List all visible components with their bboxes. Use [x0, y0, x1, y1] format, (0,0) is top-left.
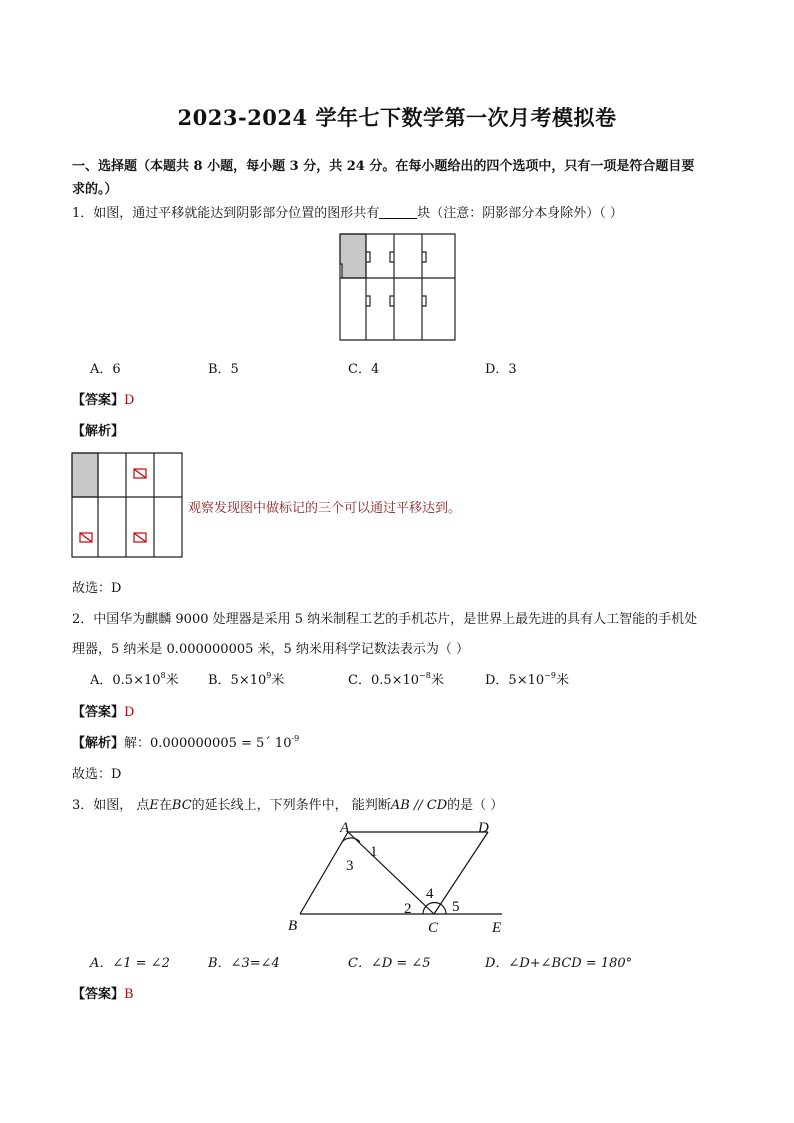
- q2-analysis-tag: 【解析】: [72, 736, 125, 751]
- q3-label-a: A: [340, 820, 350, 836]
- q2-option-d-base: D．5×10: [485, 673, 545, 688]
- q3-label-3: 3: [346, 858, 354, 874]
- q3-stem-part-c: 的延长线上，下列条件中， 能判断: [191, 798, 391, 813]
- q2-analysis-exp: -9: [291, 734, 300, 743]
- q3-option-c[interactable]: C．∠D = ∠5: [348, 956, 431, 971]
- q1-stem: [72, 202, 623, 221]
- q2-analysis: [72, 732, 299, 751]
- q3-label-c: C: [428, 920, 439, 936]
- q3-label-4: 4: [426, 886, 434, 902]
- q3-segment-bc: BC: [171, 798, 192, 813]
- q3-line-dc: [434, 832, 488, 914]
- q3-stem-part-b: 在: [158, 798, 172, 813]
- q2-option-a-exp: 8: [160, 671, 166, 680]
- q2-option-a-unit: 米: [165, 673, 179, 688]
- q2-option-d-exp: −9: [544, 671, 556, 680]
- q1-answer-tag: 【答案】: [72, 393, 125, 408]
- q1-option-d[interactable]: D．3: [485, 362, 517, 377]
- q3-answer-value: B: [124, 987, 134, 1002]
- q2-option-c[interactable]: [348, 669, 485, 688]
- q2-analysis-base: 解：0.000000005 = 5´ 10: [124, 736, 292, 751]
- q3-line-ab: [300, 832, 348, 914]
- q2-conclusion: 故选：D: [72, 767, 122, 782]
- q3-answer-tag: 【答案】: [72, 987, 125, 1002]
- q1-analysis-text: 观察发现图中做标记的三个可以通过平移达到。: [188, 501, 462, 516]
- q3-label-b: B: [288, 918, 298, 934]
- q2-answer-value: D: [124, 705, 135, 720]
- q3-answer: [72, 983, 134, 1002]
- q2-option-a[interactable]: [90, 669, 208, 688]
- q2-option-b[interactable]: [208, 669, 348, 688]
- q3-line-ac: [348, 832, 434, 914]
- q3-label-d: D: [478, 820, 489, 836]
- q1-options: [90, 358, 517, 377]
- q2-option-b-base: B．5×10: [208, 673, 267, 688]
- q1-figure: [338, 232, 458, 344]
- q1-stem-part-a: 1．如图，通过平移就能达到阴影部分位置的图形共有: [72, 206, 380, 221]
- q2-option-d[interactable]: [485, 669, 569, 688]
- q1-answer-value: D: [124, 393, 135, 408]
- q1-conclusion: 故选：D: [72, 581, 122, 596]
- q2-option-c-exp: −8: [419, 671, 431, 680]
- section-heading-line1: 一、选择题（本题共 8 小题，每小题 3 分，共 24 分。在每小题给出的四个选项中，只有一项是符合题目要: [72, 159, 695, 174]
- q2-answer: [72, 701, 134, 720]
- q1-option-b[interactable]: B．5: [208, 362, 239, 377]
- q2-option-d-unit: 米: [555, 673, 569, 688]
- q3-label-1: 1: [370, 844, 378, 860]
- q2-answer-tag: 【答案】: [72, 705, 125, 720]
- q1-stem-part-b: 块（注意：阴影部分本身除外）（ ）: [417, 206, 623, 221]
- q2-stem-line1: 2．中国华为麒麟 9000 处理器是采用 5 纳米制程工艺的手机芯片，是世界上最先进的具有人工智能的手机处: [72, 612, 698, 627]
- q2-option-b-unit: 米: [271, 673, 285, 688]
- q1-analysis-figure: [70, 451, 185, 561]
- q2-option-a-base: A．0.5×10: [90, 673, 161, 688]
- q1-analysis-tag: 【解析】: [72, 424, 125, 439]
- q3-option-d[interactable]: D．∠D+∠BCD = 180°: [485, 956, 633, 971]
- q2-option-b-exp: 9: [266, 671, 272, 680]
- q3-stem: [72, 794, 503, 813]
- q3-stem-part-a: 3．如图， 点: [72, 798, 150, 813]
- q3-label-e: E: [492, 920, 502, 936]
- q2-stem-line2: 理器，5 纳米是 0.000000005 米，5 纳米用科学记数法表示为（ ）: [72, 642, 470, 657]
- q3-options: [90, 952, 632, 971]
- q2-option-c-base: C．0.5×10: [348, 673, 420, 688]
- q1-answer: [72, 389, 134, 408]
- section-heading-line2: 求的。）: [72, 182, 118, 197]
- page-title: 2023-2024 学年七下数学第一次月考模拟卷: [177, 105, 617, 130]
- q2-options: [90, 669, 569, 688]
- q3-label-5: 5: [452, 899, 460, 915]
- q2-option-c-unit: 米: [430, 673, 444, 688]
- q3-option-a[interactable]: A．∠1 = ∠2: [90, 956, 170, 971]
- q3-point-e: E: [149, 798, 159, 813]
- q1-option-c[interactable]: C．4: [348, 362, 380, 377]
- q3-figure: [280, 818, 520, 943]
- q3-stem-part-d: 的是（ ）: [447, 798, 504, 813]
- q3-parallel-expr: AB // CD: [390, 798, 448, 813]
- q3-label-2: 2: [404, 901, 412, 917]
- q1-blank: [379, 205, 417, 219]
- q3-option-b[interactable]: B．∠3=∠4: [208, 956, 280, 971]
- q1-option-a[interactable]: A．6: [90, 362, 121, 377]
